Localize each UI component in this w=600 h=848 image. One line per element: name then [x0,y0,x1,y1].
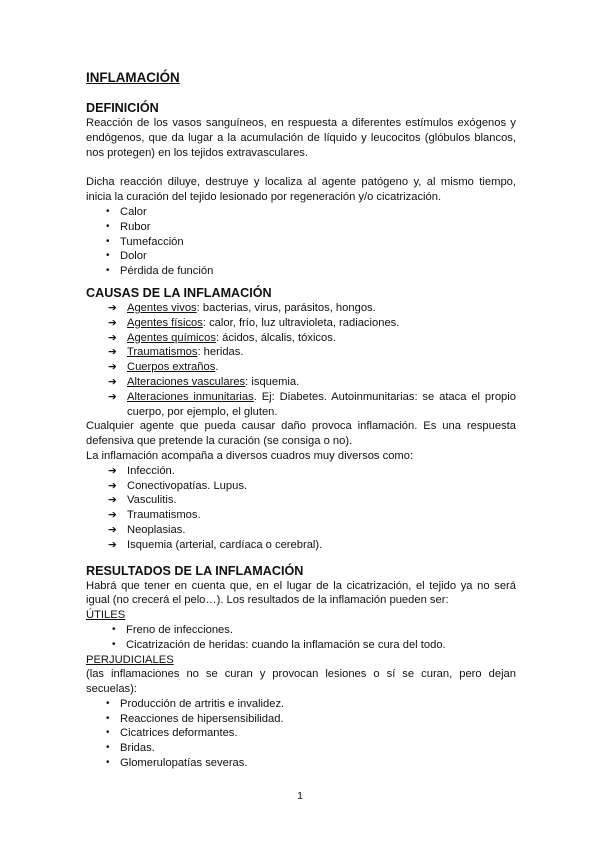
list-item [108,523,516,538]
list-item: • Cicatrización de heridas: cuando la inflamación se cura del todo. [112,638,516,653]
list-item [108,345,516,360]
list-item: • Producción de artritis e invalidez. [106,697,516,712]
cause-text: : isquemia. [245,375,300,388]
cause-term: Alteraciones vasculares [127,375,246,388]
arrow-icon: ➔ [108,390,117,403]
arrow-icon: ➔ [108,331,117,344]
list-item [108,375,516,390]
cuadro-text: Conectivopatías. Lupus. [127,479,248,492]
arrow-icon: ➔ [108,523,117,536]
list-item: • Bridas. [106,741,516,756]
cause-text: : bacterias, virus, parásitos, hongos. [196,301,376,314]
list-item: • Glomerulopatías severas. [106,756,516,771]
arrow-icon: ➔ [108,494,117,507]
perjudiciales-note: (las inflamaciones no se curan y provocan lesiones o sí se curan, pero dejan secuelas): [86,668,516,696]
arrow-icon: ➔ [108,479,117,492]
arrow-icon: ➔ [108,361,117,374]
list-item [108,464,516,479]
arrow-icon: ➔ [108,538,117,551]
list-item [108,360,516,375]
list-item [108,390,516,420]
causas-paragraph-1: Cualquier agente que pueda causar daño provoca inflamación. Es una respuesta defensiva que pretende la curación (se consiga o no). [86,420,516,448]
section-heading-definicion: DEFINICIÓN [86,101,159,115]
page-number: 1 [297,790,303,802]
cause-term: Traumatismos [127,346,198,359]
causes-list [86,301,516,419]
list-item [108,538,516,553]
cause-text: : ácidos, álcalis, tóxicos. [215,331,336,344]
cause-term: Agentes vivos [127,301,197,314]
list-item [108,331,516,346]
list-item: • Freno de infecciones. [112,623,516,638]
perjudiciales-heading: PERJUDICIALES [86,653,174,666]
list-item [108,301,516,316]
cause-text: . [215,361,219,374]
cause-text: : heridas. [197,346,244,359]
list-item: • Cicatrices deformantes. [106,726,516,741]
section-heading-causas: CAUSAS DE LA INFLAMACIÓN [86,285,272,300]
utiles-heading: ÚTILES [86,609,126,622]
section-heading-resultados: RESULTADOS DE LA INFLAMACIÓN [86,563,304,578]
arrow-icon: ➔ [108,464,117,477]
definicion-paragraph-2: Dicha reacción diluye, destruye y localiza al agente patógeno y, al mismo tiempo, inicia la curación del tejido lesionado por regeneración y/o cicatrización. [86,176,516,204]
arrow-icon: ➔ [108,316,117,329]
list-item: • Rubor [106,220,516,235]
list-item [108,493,516,508]
list-item: • Tumefacción [106,235,516,250]
list-item [108,508,516,523]
perjudiciales-list [86,697,516,771]
document-page [86,70,516,771]
list-item: • Reacciones de hipersensibilidad. [106,712,516,727]
arrow-icon: ➔ [108,301,117,314]
cause-text: . Ej: Diabetes. Autoinmunitarias: se ataca el propio cuerpo, por ejemplo, el gluten. [127,390,516,418]
cuadro-text: Vasculitis. [127,494,177,507]
utiles-list [86,623,516,653]
causas-paragraph-2: La inflamación acompaña a diversos cuadros muy diversos como: [86,449,414,462]
definicion-paragraph-1: Reacción de los vasos sanguíneos, en respuesta a diferentes estímulos exógenos y endógenos, que da lugar a la acumulación de líquido y leucocitos (glóbulos blancos, nos protegen) en los tejidos extravasculares. [86,117,516,159]
list-item: • Calor [106,205,516,220]
list-item: • Dolor [106,249,516,264]
resultados-paragraph: Habrá que tener en cuenta que, en el lugar de la cicatrización, el tejido ya no será igual (no crecerá el pelo…). Los resultados de la inflamación pueden ser: [86,579,516,607]
arrow-icon: ➔ [108,346,117,359]
cuadro-text: Infección. [127,464,175,477]
cause-text: : calor, frío, luz ultravioleta, radiaciones. [202,316,400,329]
document-title: INFLAMACIÓN [86,70,180,85]
arrow-icon: ➔ [108,375,117,388]
signs-list [86,205,516,279]
cuadro-text: Neoplasias. [127,523,186,536]
cause-term: Agentes químicos [127,331,216,344]
cause-term: Alteraciones inmunitarias [127,390,254,403]
cuadro-text: Traumatismos. [127,509,201,522]
cuadro-text: Isquemia (arterial, cardíaca o cerebral). [127,538,323,551]
cuadros-list [86,464,516,553]
list-item [108,479,516,494]
cause-term: Cuerpos extraños [127,361,216,374]
arrow-icon: ➔ [108,509,117,522]
cause-term: Agentes físicos [127,316,203,329]
list-item [108,316,516,331]
list-item: • Pérdida de función [106,264,516,279]
